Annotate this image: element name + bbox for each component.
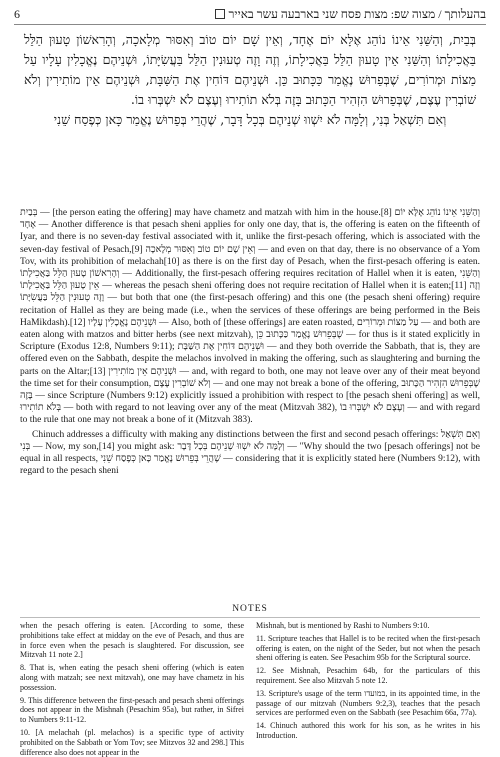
page-number: 6 xyxy=(14,6,20,21)
note-item: when the pesach offering is eaten. [According to some, these prohibitions take effect at midday on the eve of Pesach, and thus are in force even when the pesach is slaughtered. For discussion, see Mitzvah 11 note 2.] xyxy=(20,621,244,660)
notes-section xyxy=(20,617,480,757)
hebrew-text-block xyxy=(24,30,476,206)
note-item: 13. Scripture's usage of the term במועדו, in its appointed time, in the passage of our mitzvah (Numbers 9:2,3), teaches that the pesach services are performed even on the Sabbath (see Pesachim 66a, 77a). xyxy=(256,688,480,718)
english-commentary xyxy=(20,207,480,603)
english-paragraph-2: Chinuch addresses a difficulty with making any distinctions between the first and second pesach offerings: וְאִם תִּשְׁאַל בְּנִי — Now, my son,[14] you might ask: וְלָמָּה לֹא יִשְׁווּ שְׁנֵיהֶם בְּכָל דָּבָר — "Why should the two [pesach offerings] not be equal in all respects, שֶׁהֲרֵי בְּפֵרוּשׁ נֶאֱמַר כָּאן כְּפֶסַח שֵׁנִי — considering that it is explicitly stated here (Numbers 9:12), with regard to the pesach sheni xyxy=(20,429,480,477)
note-item: Mishnah, but is mentioned by Rashi to Numbers 9:10. xyxy=(256,621,430,630)
page-header xyxy=(14,4,486,25)
hebrew-paragraph-2: וְאִם תִּשְׁאַל בְּנִי, וְלָמָּה לֹא יִשְׁווּ שְׁנֵיהֶם בְּכָל דָּבָר, שֶׁהֲרֵי בְּפֵרוּשׁ נֶאֱמַר כָּאן כְּפֶסַח שֵׁנִי xyxy=(53,112,447,127)
notes-column-left xyxy=(20,621,244,757)
note-item: 10. [A melachah (pl. melachos) is a specific type of activity prohibited on the Sabbath or Yom Tov; see Mitzvos 32 and 298.] This difference also does not appear in the xyxy=(20,727,244,757)
note-item: 12. See Mishnah, Pesachim 64b, for the particulars of this requirement. See also Mitzvah 5 note 12. xyxy=(256,666,480,685)
notes-heading: NOTES xyxy=(232,604,268,614)
note-item: 9. This difference between the first-pesach and pesach sheni offerings does not appear in the Mishnah (Pesachim 95a), but rather, in Sifrei to Numbers 9:11-12. xyxy=(20,695,244,725)
note-item: 8. That is, when eating the pesach sheni offering (which is eaten along with matzah; see next mitzvah), one may have chametz in his possession. xyxy=(20,663,244,692)
running-head-title: בהעלותך / מצוה שפ: מצות פסח שני בארבעה עשר באייר xyxy=(228,7,486,21)
running-head xyxy=(211,5,486,23)
note-item: 11. Scripture teaches that Hallel is to be recited when the first-pesach offering is eaten, on the night of the Seder, but not when the pesach sheni offering is eaten. See Pesachim 95b for the Scriptural source. xyxy=(256,633,480,663)
note-item: 14. Chinuch authored this work for his son, as he writes in his Introduction. xyxy=(256,721,480,740)
hebrew-paragraph-1: בְּבַיִת, וְהַשֵּׁנִי אֵינוֹ נוֹהֵג אֶלָּא יוֹם אֶחָד, וְאֵין שָׁם יוֹם טוֹב וְאִסּוּר מְלָאכָה, וְהָרִאשׁוֹן טָעוּן הַלֵּל בַּאֲכִילָתוֹ וְהַשֵּׁנִי אֵין טָעוּן הַלֵּל בַּאֲכִילָתוֹ, וְזֶה וָזֶה טְעוּנִין הַלֵּל בַּעֲשִׂיָּתוֹ, וּשְׁנֵיהֶם נֶאֱכָלִין עָלָיו עַל מַצּוֹת וּמְרוֹרִים, שֶׁבְּפֵרוּשׁ נֶאֱמַר כַּכָּתוּב כֵּן. וּשְׁנֵיהֶם דּוֹחִין אֶת הַשַּׁבָּת, וּשְׁנֵיהֶם אֵין מוֹתִירִין וְלֹא שׁוֹבְרִין עֶצֶם, שֶׁבְּפֵרוּשׁ הִזְהִיר הַכָּתוּב בָּזֶה בְּלֹא תוֹתִירוּ וְעֶצֶם לֹא יִשְׁבְּרוּ בוֹ. xyxy=(24,32,476,107)
english-paragraph-1: בְּבַיִת — [the person eating the offering] may have chametz and matzah with him in the house.[8] וְהַשֵּׁנִי אֵינוֹ נוֹהֵג אֶלָּא יוֹם אֶחָד — Another difference is that pesach sheni applies for only one day, that is, the offering is eaten on the fifteenth of Iyar, and there is no seven-day festival associated with it, unlike the first-pesach offering, which is associated with the seven-day festival of Pesach,[9] וְאֵין שָׁם יוֹם טוֹב וְאִסּוּר מְלָאכָה — and even on that day, there is no observance of a Yom Tov, with its prohibition of melachah[10] as there is on the first day of Pesach, when the first-pesach offering is eaten. וְהָרִאשׁוֹן טָעוּן הַלֵּל בַּאֲכִילָתוֹ — Additionally, the first-pesach offering requires recitation of Hallel when it is eaten, וְהַשֵּׁנִי אֵין טָעוּן הַלֵּל בַּאֲכִילָתוֹ — whereas the pesach sheni offering does not require recitation of Hallel when it is eaten;[11] וְזֶה וָזֶה טְעוּנִין הַלֵּל בַּעֲשִׂיָּתוֹ — but both that one (the first-pesach offering) and this one (the pesach sheni offering) require recitation of Hallel as they are being made (i.e., when the services of these offerings are being performed in the Beis HaMikdash).[12] וּשְׁנֵיהֶם נֶאֱכָלִין עָלָיו — Also, both of [these offerings] are eaten roasted, עַל מַצּוֹת וּמְרוֹרִים — and both are eaten along with matzos and bitter herbs (see next mitzvah), שֶׁבְּפֵרוּשׁ נֶאֱמַר כַּכָּתוּב כֵּן — for thus is it stated explicitly in Scripture (Exodus 12:8, Numbers 9:11); וּשְׁנֵיהֶם דּוֹחִין אֶת הַשַּׁבָּת — and they both override the Sabbath, that is, they are offered even on the Sabbath, despite the melachos involved in making the offering, such as slaughtering and burning the parts on the Altar;[13] וּשְׁנֵיהֶם אֵין מוֹתִירִין — and, with regard to both, one may not leave over any of their meat beyond the time set for their consumption, וְלֹא שׁוֹבְרִין עֶצֶם — and one may not break a bone of the offering, שֶׁבְּפֵרוּשׁ הִזְהִיר הַכָּתוּב בָּזֶה — since Scripture (Numbers 9:12) explicitly issued a prohibition with respect to [the pesach sheni offering] as well, בְּלֹא תוֹתִירוּ — both with regard to not leaving over any of the meat (Mitzvah 382), וְעֶצֶם לֹא יִשְׁבְּרוּ בוֹ — and with regard to the rule that one may not break a bone of it (Mitzvah 383). xyxy=(20,208,481,426)
square-icon xyxy=(215,9,225,19)
notes-column-right xyxy=(256,621,480,740)
